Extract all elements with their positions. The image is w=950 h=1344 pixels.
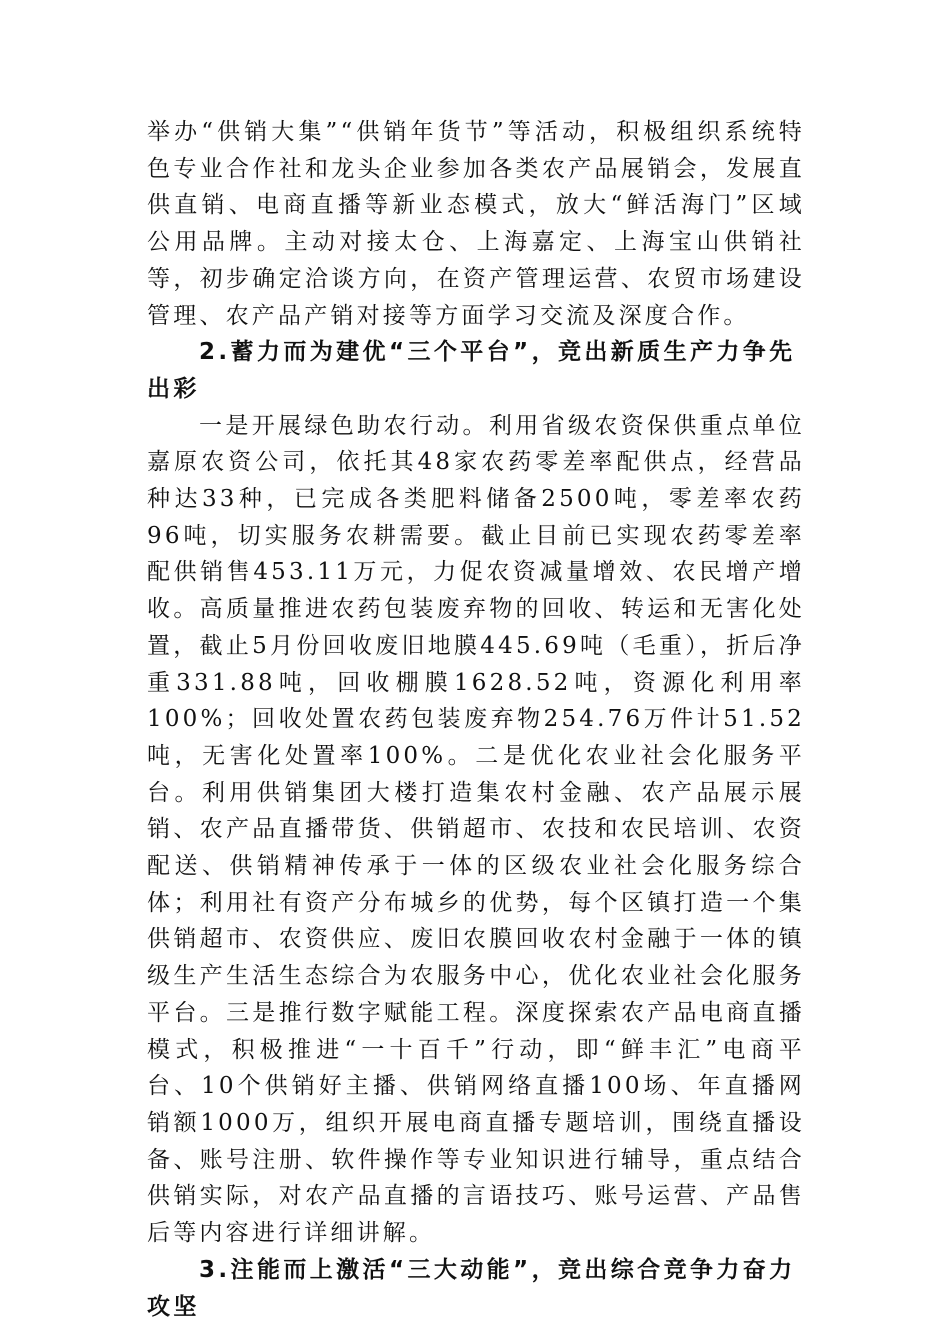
section-heading-2: 2.蓄力而为建优“三个平台”，竞出新质生产力争先出彩 [147, 339, 796, 402]
body-paragraph-2: 一是开展绿色助农行动。利用省级农资保供重点单位嘉原农资公司，依托其48家农药零差率配供点，经营品种达33种，已完成各类肥料储备2500吨，零差率农药96吨，切实服务农耕需要。截止目前已实现农药零差率配供销售453.11万元，力促农资减量增效、农民增产增收。高质量推进农药包装废弃物的回收、转运和无害化处置，截止5月份回收废旧地膜445.69吨（毛重），折后净重331.88吨，回收棚膜1628.52吨，资源化利用率100%；回收处置农药包装废弃物254.76万件计51.52吨，无害化处置率100%。二是优化农业社会化服务平台。利用供销集团大楼打造集农村金融、农产品展示展销、农产品直播带货、供销超市、农技和农民培训、农资配送、供销精神传承于一体的区级农业社会化服务综合体；利用社有资产分布城乡的优势，每个区镇打造一个集供销超市、农资供应、废旧农膜回收农村金融于一体的镇级生产生活生态综合为农服务中心，优化农业社会化服务平台。三是推行数字赋能工程。深度探索农产品电商直播模式，积极推进“一十百千”行动，即“鲜丰汇”电商平台、10个供销好主播、供销网络直播100场、年直播网销额1000万，组织开展电商直播专题培训，围绕直播设备、账号注册、软件操作等专业知识进行辅导，重点结合供销实际，对农产品直播的言语技巧、账号运营、产品售后等内容进行详细讲解。 [147, 412, 805, 1247]
document-body [147, 114, 805, 1325]
section-heading-3: 3.注能而上激活“三大动能”，竞出综合竞争力奋力攻坚 [147, 1256, 796, 1320]
body-paragraph-1: 举办“供销大集”“供销年货节”等活动，积极组织系统特色专业合作社和龙头企业参加各类农产品展销会，发展直供直销、电商直播等新业态模式，放大“鲜活海门”区域公用品牌。主动对接太仓、上海嘉定、上海宝山供销社等，初步确定洽谈方向，在资产管理运营、农贸市场建设管理、农产品产销对接等方面学习交流及深度合作。 [147, 119, 805, 329]
